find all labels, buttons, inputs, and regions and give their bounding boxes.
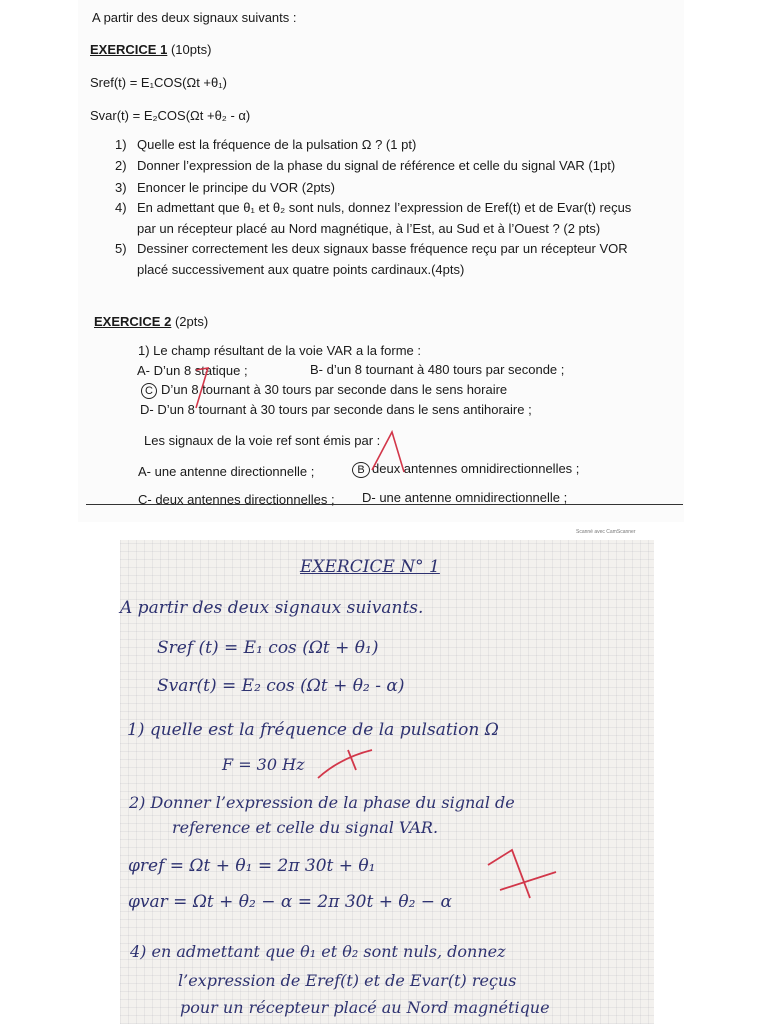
ex2-question-1: 1) Le champ résultant de la voie VAR a la forme : — [138, 343, 422, 358]
exercise-1-title: EXERCICE 1 — [90, 42, 168, 57]
red-grade-mark — [488, 850, 556, 898]
ex2-q2-option-b-text: deux antennes omnidirectionnelles ; — [372, 461, 580, 476]
question-number: 3) — [115, 180, 127, 195]
question-text: Quelle est la fréquence de la pulsation Ω ? (1 pt) — [137, 137, 417, 152]
red-grade-marks — [0, 520, 768, 1024]
ex2-q2-option-d: D- une antenne omnidirectionnelle ; — [362, 490, 568, 505]
question-text: Enoncer le principe du VOR (2pts) — [137, 180, 335, 195]
exercise-2-title: EXERCICE 2 — [94, 314, 172, 329]
handwritten-question-2-line2: reference et celle du signal VAR. — [172, 818, 439, 837]
handwritten-question-1: 1) quelle est la fréquence de la pulsation Ω — [127, 720, 499, 740]
handwritten-intro: A partir des deux signaux suivants. — [120, 598, 424, 618]
question-5-continuation: placé successivement aux quatre points cardinaux.(4pts) — [137, 262, 465, 277]
question-text: En admettant que θ₁ et θ₂ sont nuls, donnez l’expression de Eref(t) et de Evar(t) reçus — [137, 200, 632, 215]
red-grade-mark — [318, 750, 372, 778]
handwritten-phi-ref: φref = Ωt + θ₁ = 2π 30t + θ₁ — [128, 856, 376, 876]
sref-formula: Sref(t) = E₁COS(Ωt +θ₁) — [90, 75, 227, 90]
scanner-watermark: Scanné avec CamScanner — [576, 529, 636, 535]
ex2-q2-option-c: C- deux antennes directionnelles ; — [138, 492, 335, 507]
handwritten-question-2-line1: 2) Donner l’expression de la phase du signal de — [129, 793, 515, 812]
svar-formula: Svar(t) = E₂COS(Ωt +θ₂ - α) — [90, 108, 251, 123]
ex2-option-d: D- D’un 8 tournant à 30 tours par seconde dans le sens antihoraire ; — [140, 402, 532, 417]
red-check-mark — [372, 432, 404, 472]
intro-line: A partir des deux signaux suivants : — [92, 10, 297, 25]
exercise-2-points: (2pts) — [174, 314, 209, 329]
question-number: 2) — [115, 158, 127, 173]
ex2-question-2: Les signaux de la voie ref sont émis par : — [144, 433, 381, 448]
circled-answer-mark: C — [141, 383, 157, 399]
handwritten-answer-1: F = 30 Hz — [222, 755, 305, 774]
question-number: 1) — [115, 137, 127, 152]
handwritten-question-4-line1: 4) en admettant que θ₁ et θ₂ sont nuls, donnez — [130, 942, 506, 961]
handwritten-phi-var: φvar = Ωt + θ₂ − α = 2π 30t + θ₂ − α — [128, 892, 452, 912]
red-check-mark — [196, 368, 208, 408]
ex2-option-c-text: D’un 8 tournant à 30 tours par seconde dans le sens horaire — [161, 382, 508, 397]
question-number: 4) — [115, 200, 127, 215]
exercise-1-points: (10pts) — [170, 42, 212, 57]
question-number: 5) — [115, 241, 127, 256]
handwritten-svar: Svar(t) = E₂ cos (Ωt + θ₂ - α) — [157, 676, 405, 696]
handwritten-title: EXERCICE N° 1 — [300, 557, 440, 577]
question-text: Donner l’expression de la phase du signal de référence et celle du signal VAR (1pt) — [137, 158, 616, 173]
question-4-continuation: par un récepteur placé au Nord magnétique, à l’Est, au Sud et à l’Ouest ? (2 pts) — [137, 221, 601, 236]
handwritten-question-4-line2: l’expression de Eref(t) et de Evar(t) reçus — [178, 971, 517, 990]
handwritten-sref: Sref (t) = E₁ cos (Ωt + θ₁) — [157, 638, 379, 658]
question-text: Dessiner correctement les deux signaux basse fréquence reçu par un récepteur VOR — [137, 241, 628, 256]
ex2-option-b: B- d’un 8 tournant à 480 tours par seconde ; — [310, 362, 565, 377]
ex2-option-a: A- D’un 8 statique ; — [137, 363, 248, 378]
ex2-q2-option-a: A- une antenne directionnelle ; — [138, 464, 315, 479]
circled-answer-mark: B — [352, 462, 370, 478]
handwritten-question-4-line3: pour un récepteur placé au Nord magnétique — [180, 998, 550, 1017]
